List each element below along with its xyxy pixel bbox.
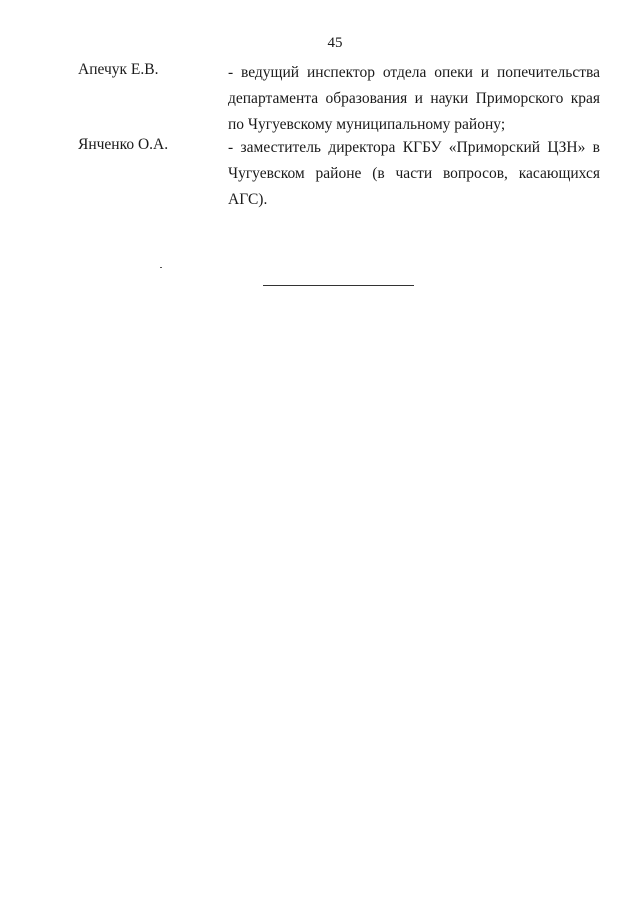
closing-separator-line [263,285,414,286]
member-role: - ведущий инспектор отдела опеки и попечительства департамента образования и науки Приморского края по Чугуевскому муниципальному району; [228,64,600,133]
page-number: 45 [327,35,343,51]
member-name: Апечук Е.В. [78,61,159,78]
member-role: - заместитель директора КГБУ «Приморский ЦЗН» в Чугуевском районе (в части вопросов, касающихся АГС). [228,139,600,208]
member-name: Янченко О.А. [78,136,169,153]
scan-speck [160,267,162,268]
